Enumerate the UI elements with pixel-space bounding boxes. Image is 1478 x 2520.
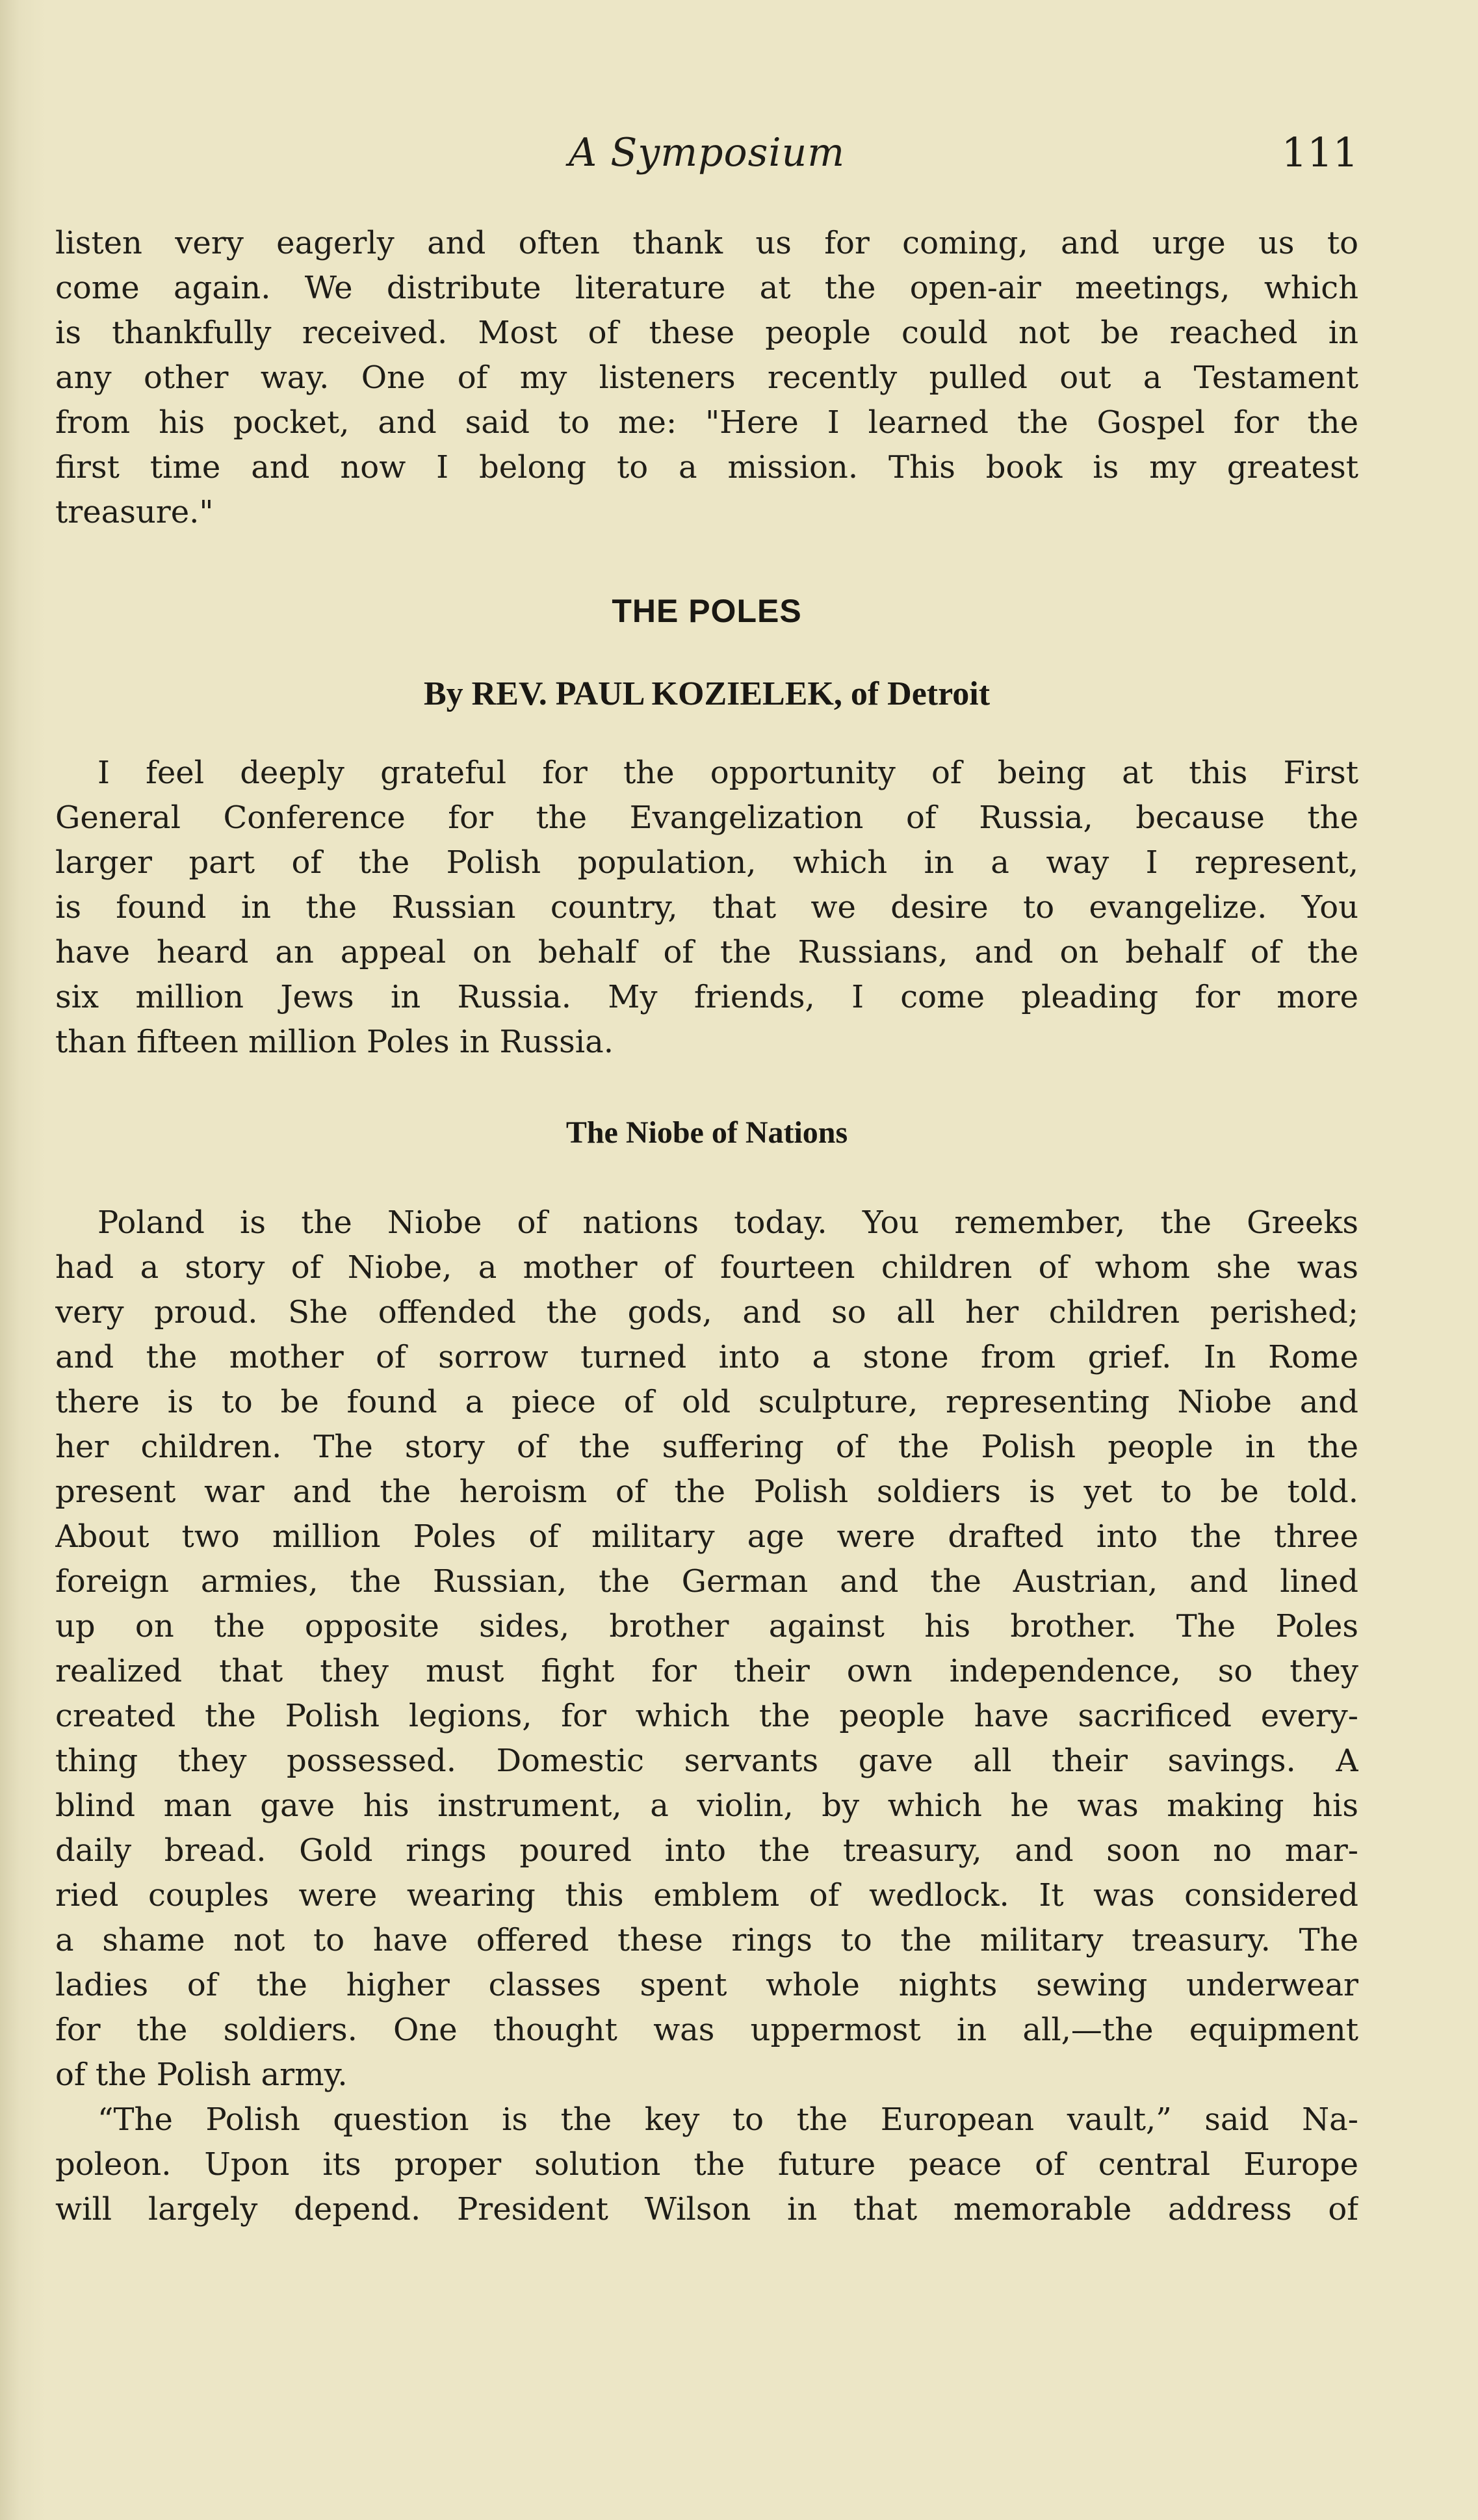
text-line: daily bread. Gold rings poured into the treasury, and soon no mar- [55,1832,1358,1869]
text-line: present war and the heroism of the Polish soldiers is yet to be told. [55,1474,1358,1510]
section-title: THE POLES [612,593,802,629]
text-line: created the Polish legions, for which the people have sacrificed every- [55,1698,1358,1734]
text-line: foreign armies, the Russian, the German and the Austrian, and lined [55,1563,1358,1600]
text-line: very proud. She offended the gods, and so all her children perished; [55,1294,1358,1331]
text-line: poleon. Upon its proper solution the future peace of central Europe [55,2146,1358,2183]
text-line: come again. We distribute literature at the open-air meetings, which [55,270,1358,306]
text-line: is thankfully received. Most of these people could not be reached in [55,315,1358,351]
text-line: realized that they must fight for their own independence, so they [55,1653,1358,1689]
text-line: will largely depend. President Wilson in that memorable address of [55,2191,1358,2228]
text-line: a shame not to have offered these rings to the military treasury. The [55,1922,1358,1958]
subsection-title: The Niobe of Nations [565,1115,848,1150]
text-line: About two million Poles of military age were drafted into the three [55,1518,1358,1555]
text-line: treasure." [55,494,214,530]
text-line: listen very eagerly and often thank us for coming, and urge us to [55,225,1358,261]
text-line: than fifteen million Poles in Russia. [55,1024,614,1060]
running-head [55,123,1358,182]
text-line: six million Jews in Russia. My friends, I come pleading for more [55,979,1358,1015]
text-line: thing they possessed. Domestic servants gave all their savings. A [55,1743,1358,1779]
text-line: “The Polish question is the key to the European vault,” said Na- [97,2101,1358,2138]
text-line: up on the opposite sides, brother against his brother. The Poles [55,1608,1358,1644]
text-line: of the Polish army. [55,2057,348,2093]
text-line: her children. The story of the suffering of the Polish people in the [55,1429,1358,1465]
text-line: I feel deeply grateful for the opportunity of being at this First [97,755,1358,791]
text-line: larger part of the Polish population, which in a way I represent, [55,844,1358,881]
text-line: from his pocket, and said to me: "Here I learned the Gospel for the [55,404,1358,441]
text-line: have heard an appeal on behalf of the Russians, and on behalf of the [55,934,1358,970]
text-line: there is to be found a piece of old sculpture, representing Niobe and [55,1384,1358,1420]
text-line: is found in the Russian country, that we desire to evangelize. You [55,889,1358,926]
text-line: ried couples were wearing this emblem of wedlock. It was considered [55,1877,1358,1914]
text-line: blind man gave his instrument, a violin, by which he was making his [55,1787,1358,1824]
text-line: first time and now I belong to a mission. This book is my greatest [55,449,1358,486]
text-line: ladies of the higher classes spent whole nights sewing underwear [55,1967,1358,2003]
text-line: any other way. One of my listeners recently pulled out a Testament [55,359,1358,396]
text-line: and the mother of sorrow turned into a stone from grief. In Rome [55,1339,1358,1375]
text-line: General Conference for the Evangelization of Russia, because the [55,799,1358,836]
text-line: for the soldiers. One thought was uppermost in all,—the equipment [55,2012,1358,2048]
page-number: 111 [1281,129,1358,176]
author-byline: By REV. PAUL KOZIELEK, of Detroit [423,675,991,712]
text-line: Poland is the Niobe of nations today. You remember, the Greeks [97,1204,1358,1241]
running-head-title: A Symposium [568,130,846,175]
text-line: had a story of Niobe, a mother of fourteen children of whom she was [55,1249,1358,1286]
